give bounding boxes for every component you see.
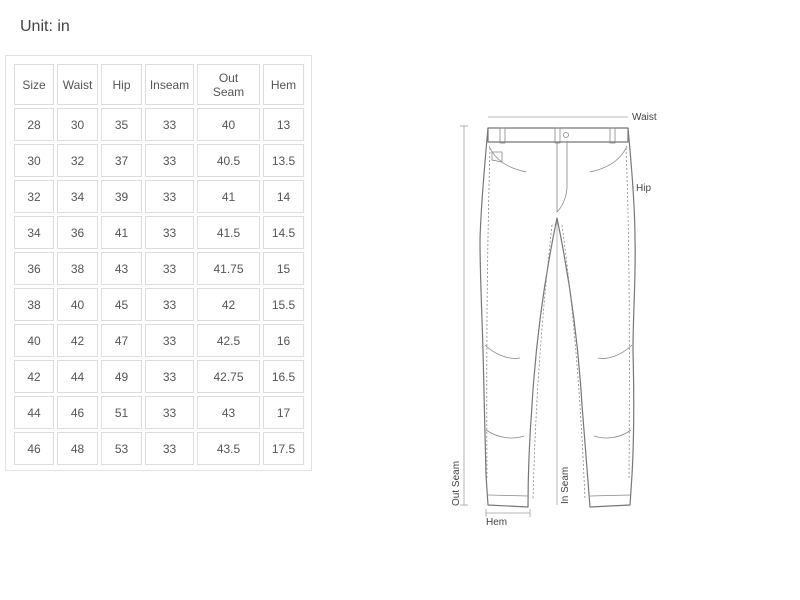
cell-hem: 13 — [263, 108, 304, 141]
header-hip: Hip — [101, 64, 142, 105]
size-table-container — [5, 55, 312, 471]
cell-waist: 34 — [57, 180, 98, 213]
cell-inseam: 33 — [145, 216, 194, 249]
pants-diagram — [440, 100, 680, 540]
cell-inseam: 33 — [145, 432, 194, 465]
table-row — [14, 108, 304, 141]
cell-hip: 41 — [101, 216, 142, 249]
cell-size: 44 — [14, 396, 54, 429]
cell-out-seam: 42.75 — [197, 360, 260, 393]
cell-hip: 51 — [101, 396, 142, 429]
cell-hip: 39 — [101, 180, 142, 213]
table-row — [14, 288, 304, 321]
cell-hem: 16.5 — [263, 360, 304, 393]
cell-waist: 38 — [57, 252, 98, 285]
cell-size: 32 — [14, 180, 54, 213]
cell-size: 42 — [14, 360, 54, 393]
cell-waist: 40 — [57, 288, 98, 321]
cell-hem: 17 — [263, 396, 304, 429]
table-row — [14, 216, 304, 249]
cell-out-seam: 41.5 — [197, 216, 260, 249]
table-row — [14, 396, 304, 429]
table-body — [14, 108, 304, 465]
table-row — [14, 360, 304, 393]
waist-label: Waist — [632, 112, 657, 123]
header-hem: Hem — [263, 64, 304, 105]
in-seam-label: In Seam — [560, 466, 571, 504]
cell-out-seam: 43 — [197, 396, 260, 429]
cell-hip: 37 — [101, 144, 142, 177]
cell-waist: 48 — [57, 432, 98, 465]
cell-waist: 44 — [57, 360, 98, 393]
cell-waist: 32 — [57, 144, 98, 177]
cell-inseam: 33 — [145, 108, 194, 141]
cell-inseam: 33 — [145, 360, 194, 393]
cell-inseam: 33 — [145, 396, 194, 429]
table-row — [14, 252, 304, 285]
cell-hip: 43 — [101, 252, 142, 285]
cell-inseam: 33 — [145, 252, 194, 285]
cell-size: 38 — [14, 288, 54, 321]
header-waist: Waist — [57, 64, 98, 105]
cell-out-seam: 42.5 — [197, 324, 260, 357]
cell-out-seam: 40 — [197, 108, 260, 141]
cell-inseam: 33 — [145, 288, 194, 321]
header-size: Size — [14, 64, 54, 105]
cell-size: 40 — [14, 324, 54, 357]
cell-out-seam: 42 — [197, 288, 260, 321]
cell-hip: 45 — [101, 288, 142, 321]
cell-hem: 14.5 — [263, 216, 304, 249]
cell-hem: 15.5 — [263, 288, 304, 321]
cell-hip: 35 — [101, 108, 142, 141]
table-row — [14, 180, 304, 213]
table-header-row — [14, 64, 304, 105]
pants-outline — [480, 128, 635, 507]
table-row — [14, 144, 304, 177]
cell-hem: 15 — [263, 252, 304, 285]
cell-size: 36 — [14, 252, 54, 285]
header-inseam: Inseam — [145, 64, 194, 105]
table-row — [14, 324, 304, 357]
cell-out-seam: 41 — [197, 180, 260, 213]
cell-waist: 42 — [57, 324, 98, 357]
hip-label: Hip — [636, 183, 652, 194]
cell-hip: 49 — [101, 360, 142, 393]
cell-hem: 13.5 — [263, 144, 304, 177]
cell-inseam: 33 — [145, 324, 194, 357]
cell-size: 46 — [14, 432, 54, 465]
hem-label: Hem — [486, 517, 508, 528]
cell-size: 30 — [14, 144, 54, 177]
cell-waist: 46 — [57, 396, 98, 429]
table-row — [14, 432, 304, 465]
cell-out-seam: 40.5 — [197, 144, 260, 177]
cell-out-seam: 41.75 — [197, 252, 260, 285]
cell-inseam: 33 — [145, 180, 194, 213]
cell-size: 28 — [14, 108, 54, 141]
out-seam-label: Out Seam — [451, 460, 462, 506]
cell-inseam: 33 — [145, 144, 194, 177]
cell-hip: 53 — [101, 432, 142, 465]
unit-label: Unit: in — [20, 18, 70, 35]
cell-size: 34 — [14, 216, 54, 249]
cell-hip: 47 — [101, 324, 142, 357]
cell-hem: 17.5 — [263, 432, 304, 465]
cell-hem: 14 — [263, 180, 304, 213]
header-out-seam: Out Seam — [197, 64, 260, 105]
size-chart-table — [11, 61, 307, 468]
cell-hem: 16 — [263, 324, 304, 357]
cell-waist: 30 — [57, 108, 98, 141]
cell-out-seam: 43.5 — [197, 432, 260, 465]
cell-waist: 36 — [57, 216, 98, 249]
